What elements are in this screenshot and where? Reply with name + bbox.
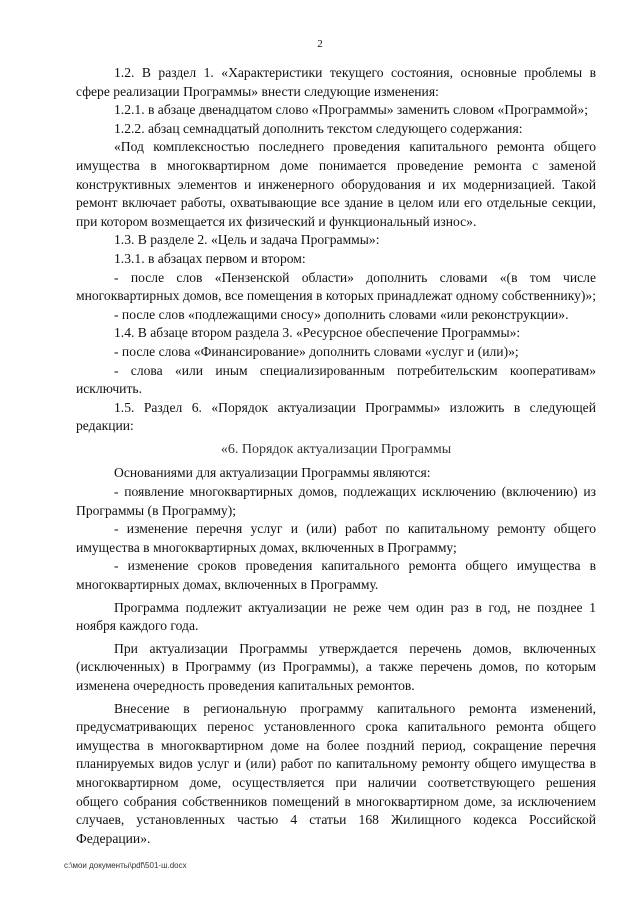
section-6-paragraph-new-houses: - появление многоквартирных домов, подлежащих исключению (включению) из Программы (в Программу); (76, 484, 596, 518)
paragraph-demolition-addition: - после слов «подлежащими сносу» дополнить словами «или реконструкции». (114, 306, 569, 322)
paragraph-1-3: 1.3. В разделе 2. «Цель и задача Программы»: (114, 232, 380, 248)
paragraph-1-2: 1.2. В раздел 1. «Характеристики текущего состояния, основные проблемы в сфере реализации Программы» внести следующие изменения: (76, 65, 596, 99)
paragraph-financing-addition: - после слова «Финансирование» дополнить словами «услуг и (или)»; (114, 343, 519, 359)
paragraph-penza-addition: - после слов «Пензенской области» дополнить словами «(в том числе многоквартирных домов, все помещения в которых принадлежат одному собственнику)»; (76, 269, 596, 304)
section-6-paragraph-approval: При актуализации Программы утверждается перечень домов, включенных (исключенных) в Программу (из Программы), а также перечень домов, по которым изменена очередность проведения капитальных ремонтов. (76, 640, 596, 693)
paragraph-1-3-1: 1.3.1. в абзацах первом и втором: (114, 250, 306, 266)
paragraph-1-2-1: 1.2.1. в абзаце двенадцатом слово «Программы» заменить словом «Программой»; (114, 102, 588, 118)
section-6-heading: «6. Порядок актуализации Программы (220, 441, 452, 457)
paragraph-1-4: 1.4. В абзаце втором раздела 3. «Ресурсное обеспечение Программы»: (114, 325, 521, 341)
document-body (76, 64, 596, 848)
paragraph-1-2-2: 1.2.2. абзац семнадцатый дополнить текстом следующего содержания: (114, 120, 523, 136)
section-6-paragraph-services-change: - изменение перечня услуг и (или) работ по капитальному ремонту общего имущества в многоквартирных домах, включенных в Программу; (76, 521, 596, 555)
section-6-paragraph-frequency: Программа подлежит актуализации не реже чем один раз в год, не позднее 1 ноября каждого года. (76, 599, 596, 634)
page-number: 2 (317, 38, 323, 50)
section-6-paragraph-grounds: Основаниями для актуализации Программы являются: (114, 465, 431, 481)
section-6-paragraph-terms-change: - изменение сроков проведения капитального ремонта общего имущества в многоквартирных домах, включенных в Программу. (76, 558, 596, 593)
section-6-paragraph-amendments: Внесение в региональную программу капитального ремонта изменений, предусматривающих перенос установленного срока капитального ремонта общего имущества в многоквартирном доме на более поздний период, сокращение перечня планируемых видов услуг и (или) работ по капитальному ремонту общего имущества в многоквартирном доме, осуществляется при наличии соответствующего решения общего собрания собственников помещений в многоквартирном доме, за исключением случаев, установленных частью 4 статьи 168 Жилищного кодекса Российской Федерации». (76, 700, 596, 846)
paragraph-cooperatives-exclusion: - слова «или иным специализированным потребительским кооперативам» исключить. (76, 362, 596, 397)
paragraph-1-5: 1.5. Раздел 6. «Порядок актуализации Программы» изложить в следующей редакции: (76, 399, 596, 434)
paragraph-quote-complexity: «Под комплексностью последнего проведения капитального ремонта общего имущества в многоквартирном доме понимается проведение ремонта с заменой конструктивных элементов и инженерного оборудования и их модернизацией. Такой ремонт включает работы, охватывающие все здание в целом или его отдельные секции, при котором возмещается их физический и функциональный износ». (76, 139, 596, 229)
file-path-footer: c:\мои документы\pdf\501-ш.docx (64, 861, 187, 870)
